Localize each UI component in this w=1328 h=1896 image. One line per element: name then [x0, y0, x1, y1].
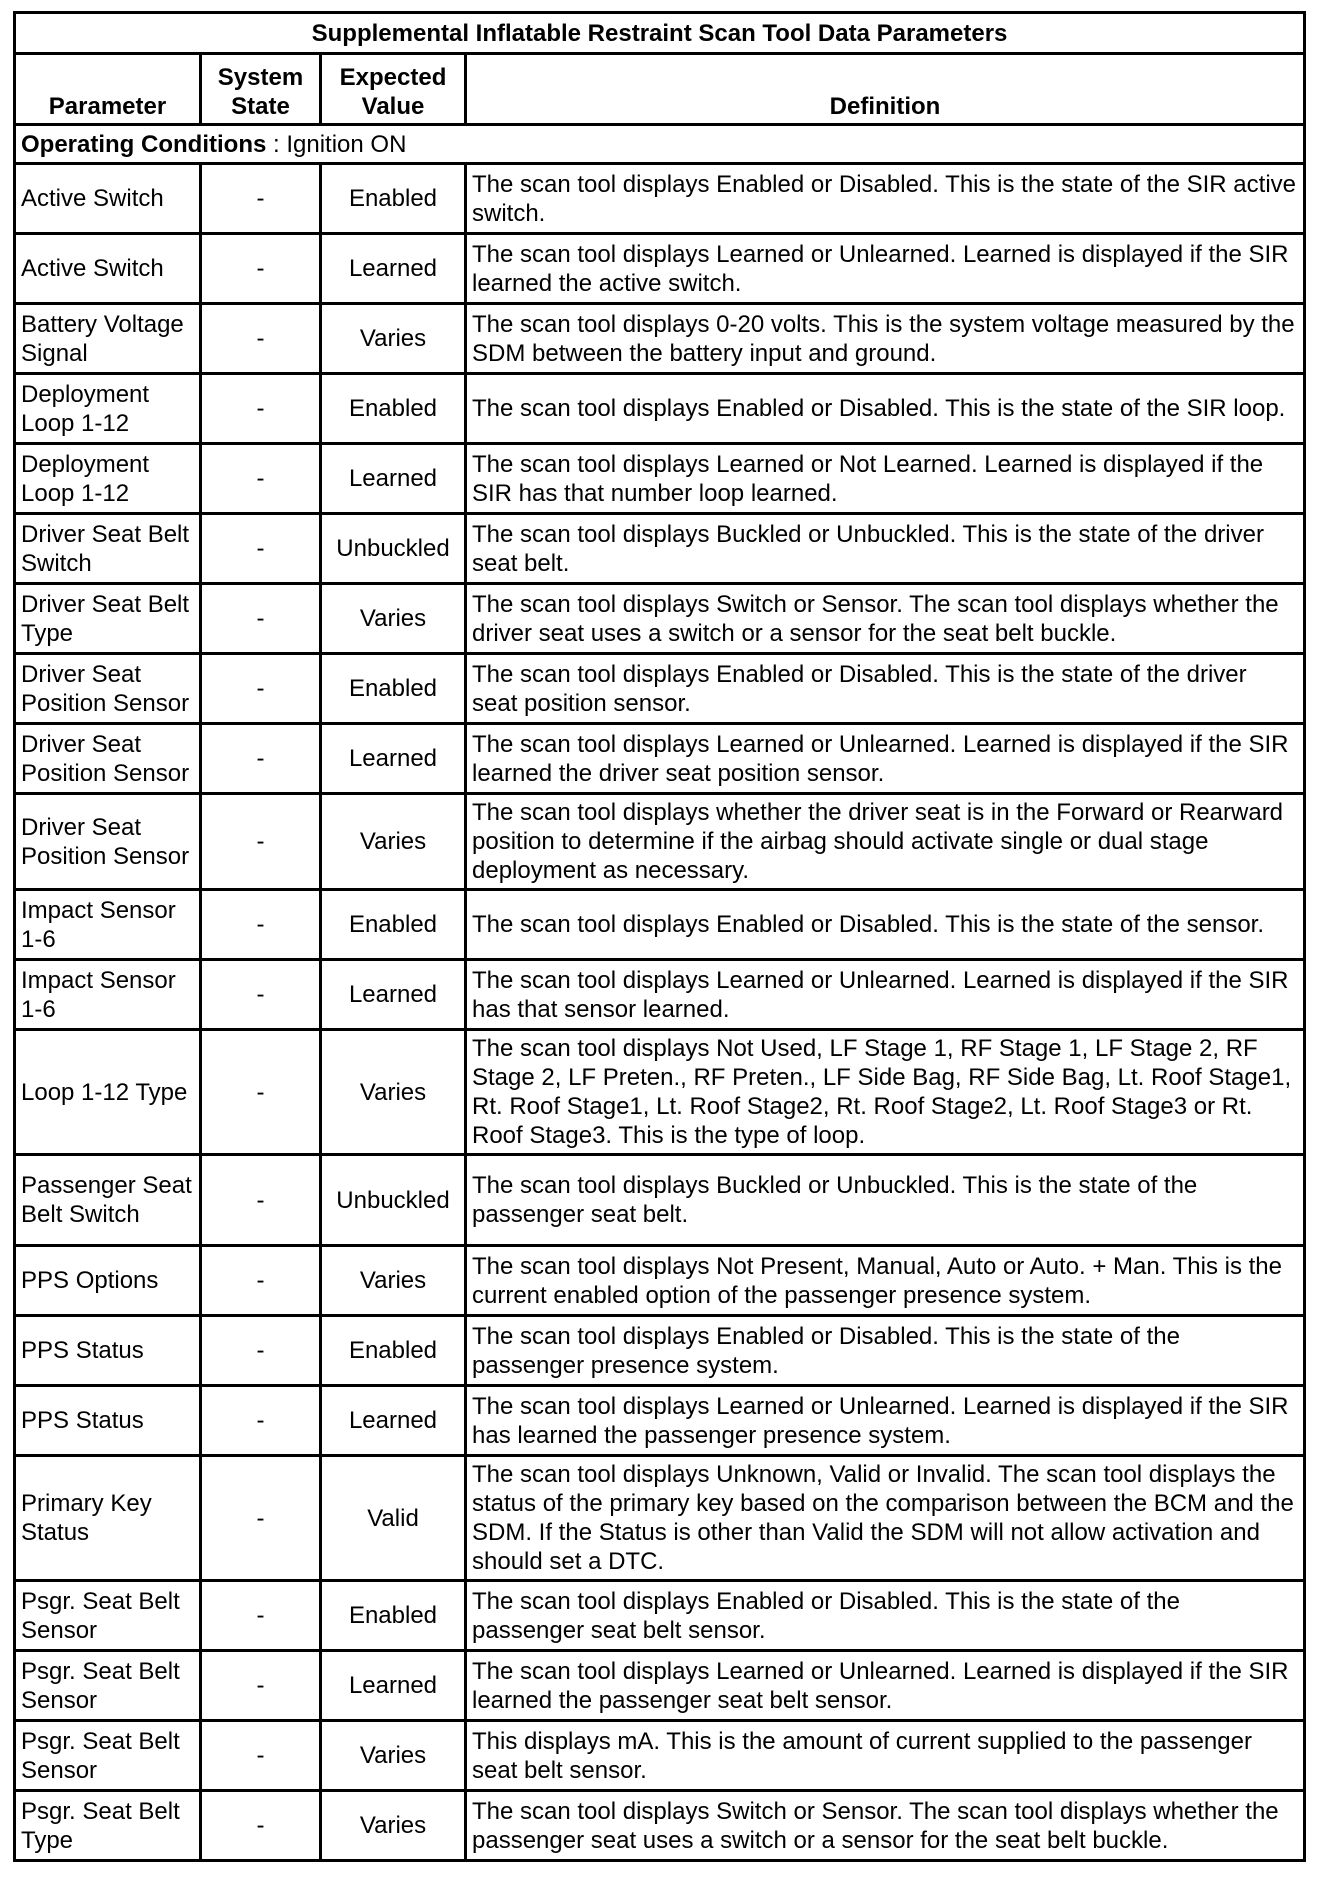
- parameter-cell: Deployment Loop 1-12: [15, 374, 201, 444]
- table-row: [15, 960, 1305, 1030]
- table-row: [15, 514, 1305, 584]
- definition-cell: The scan tool displays Enabled or Disabled. This is the state of the passenger seat belt sensor.: [466, 1581, 1305, 1651]
- definition-cell: The scan tool displays Enabled or Disabled. This is the state of the SIR loop.: [466, 374, 1305, 444]
- definition-cell: The scan tool displays Switch or Sensor. The scan tool displays whether the driver seat uses a switch or a sensor for the seat belt buckle.: [466, 584, 1305, 654]
- expected-value-cell: Learned: [321, 960, 466, 1030]
- system-state-cell: -: [201, 234, 321, 304]
- definition-cell: The scan tool displays Buckled or Unbuckled. This is the state of the passenger seat belt.: [466, 1155, 1305, 1246]
- definition-cell: The scan tool displays Enabled or Disabled. This is the state of the passenger presence system.: [466, 1316, 1305, 1386]
- table-row: [15, 1155, 1305, 1246]
- table-row: [15, 1651, 1305, 1721]
- expected-value-cell: Varies: [321, 1791, 466, 1861]
- table-row: [15, 724, 1305, 794]
- operating-conditions-label: Operating Conditions: [21, 130, 267, 158]
- system-state-cell: -: [201, 1651, 321, 1721]
- expected-value-cell: Learned: [321, 444, 466, 514]
- expected-value-cell: Enabled: [321, 654, 466, 724]
- table-row: [15, 304, 1305, 374]
- expected-value-cell: Varies: [321, 304, 466, 374]
- parameter-cell: Psgr. Seat Belt Sensor: [15, 1651, 201, 1721]
- table-row: [15, 1386, 1305, 1456]
- expected-value-cell: Enabled: [321, 1316, 466, 1386]
- system-state-cell: -: [201, 1246, 321, 1316]
- parameter-cell: Driver Seat Belt Type: [15, 584, 201, 654]
- system-state-cell: -: [201, 654, 321, 724]
- header-system-state: System State: [201, 54, 321, 125]
- parameter-cell: Psgr. Seat Belt Type: [15, 1791, 201, 1861]
- system-state-cell: -: [201, 1155, 321, 1246]
- system-state-cell: -: [201, 890, 321, 960]
- table-row: [15, 374, 1305, 444]
- parameter-cell: Driver Seat Position Sensor: [15, 654, 201, 724]
- definition-cell: The scan tool displays Learned or Unlearned. Learned is displayed if the SIR learned the passenger seat belt sensor.: [466, 1651, 1305, 1721]
- definition-cell: The scan tool displays Buckled or Unbuckled. This is the state of the driver seat belt.: [466, 514, 1305, 584]
- expected-value-cell: Learned: [321, 1651, 466, 1721]
- system-state-cell: -: [201, 304, 321, 374]
- definition-cell: The scan tool displays Learned or Unlearned. Learned is displayed if the SIR has learned the passenger presence system.: [466, 1386, 1305, 1456]
- table-row: [15, 1791, 1305, 1861]
- definition-cell: The scan tool displays Enabled or Disabled. This is the state of the driver seat position sensor.: [466, 654, 1305, 724]
- system-state-cell: -: [201, 1030, 321, 1155]
- parameter-cell: PPS Status: [15, 1386, 201, 1456]
- table-row: [15, 234, 1305, 304]
- system-state-cell: -: [201, 1456, 321, 1581]
- table-row: [15, 444, 1305, 514]
- system-state-cell: -: [201, 514, 321, 584]
- system-state-cell: -: [201, 1721, 321, 1791]
- table-row: [15, 654, 1305, 724]
- table-title: Supplemental Inflatable Restraint Scan Tool Data Parameters: [15, 13, 1305, 54]
- parameter-cell: Loop 1-12 Type: [15, 1030, 201, 1155]
- system-state-cell: -: [201, 444, 321, 514]
- expected-value-cell: Varies: [321, 1721, 466, 1791]
- parameter-cell: Psgr. Seat Belt Sensor: [15, 1721, 201, 1791]
- scan-tool-data-sheet: [13, 11, 1303, 1862]
- expected-value-cell: Learned: [321, 234, 466, 304]
- system-state-cell: -: [201, 794, 321, 890]
- table-row: [15, 1721, 1305, 1791]
- definition-cell: The scan tool displays Learned or Not Learned. Learned is displayed if the SIR has that number loop learned.: [466, 444, 1305, 514]
- expected-value-cell: Learned: [321, 1386, 466, 1456]
- definition-cell: This displays mA. This is the amount of current supplied to the passenger seat belt sensor.: [466, 1721, 1305, 1791]
- operating-conditions: [15, 125, 1305, 164]
- definition-cell: The scan tool displays Learned or Unlearned. Learned is displayed if the SIR has that sensor learned.: [466, 960, 1305, 1030]
- parameter-cell: Passenger Seat Belt Switch: [15, 1155, 201, 1246]
- table-row: [15, 164, 1305, 234]
- definition-cell: The scan tool displays Enabled or Disabled. This is the state of the SIR active switch.: [466, 164, 1305, 234]
- definition-cell: The scan tool displays Unknown, Valid or Invalid. The scan tool displays the status of the primary key based on the comparison between the BCM and the SDM. If the Status is other than Valid the SDM will not allow activation and should set a DTC.: [466, 1456, 1305, 1581]
- definition-cell: The scan tool displays Learned or Unlearned. Learned is displayed if the SIR learned the driver seat position sensor.: [466, 724, 1305, 794]
- system-state-cell: -: [201, 1791, 321, 1861]
- definition-cell: The scan tool displays Switch or Sensor. The scan tool displays whether the passenger seat uses a switch or a sensor for the seat belt buckle.: [466, 1791, 1305, 1861]
- parameter-cell: Impact Sensor 1-6: [15, 890, 201, 960]
- parameter-cell: Driver Seat Position Sensor: [15, 724, 201, 794]
- table-row: [15, 1246, 1305, 1316]
- definition-cell: The scan tool displays Not Used, LF Stage 1, RF Stage 1, LF Stage 2, RF Stage 2, LF Preten., RF Preten., LF Side Bag, RF Side Bag, Lt. Roof Stage1, Rt. Roof Stage1, Lt. Roof Stage2, Rt. Roof Stage2, Lt. Roof Stage3 or Rt. Roof Stage3. This is the type of loop.: [466, 1030, 1305, 1155]
- parameter-cell: Driver Seat Belt Switch: [15, 514, 201, 584]
- system-state-cell: -: [201, 1386, 321, 1456]
- definition-cell: The scan tool displays whether the driver seat is in the Forward or Rearward position to determine if the airbag should activate single or dual stage deployment as necessary.: [466, 794, 1305, 890]
- table-row: [15, 1030, 1305, 1155]
- system-state-cell: -: [201, 1316, 321, 1386]
- table-row: [15, 1316, 1305, 1386]
- expected-value-cell: Unbuckled: [321, 514, 466, 584]
- system-state-cell: -: [201, 374, 321, 444]
- parameter-cell: PPS Status: [15, 1316, 201, 1386]
- parameters-table: [13, 11, 1306, 1862]
- system-state-cell: -: [201, 960, 321, 1030]
- expected-value-cell: Enabled: [321, 374, 466, 444]
- definition-cell: The scan tool displays 0-20 volts. This is the system voltage measured by the SDM between the battery input and ground.: [466, 304, 1305, 374]
- header-parameter: Parameter: [15, 54, 201, 125]
- expected-value-cell: Unbuckled: [321, 1155, 466, 1246]
- system-state-cell: -: [201, 584, 321, 654]
- operating-conditions-separator: :: [266, 130, 287, 158]
- expected-value-cell: Varies: [321, 1246, 466, 1316]
- header-definition: Definition: [466, 54, 1305, 125]
- parameter-cell: Primary Key Status: [15, 1456, 201, 1581]
- parameter-cell: PPS Options: [15, 1246, 201, 1316]
- expected-value-cell: Learned: [321, 724, 466, 794]
- expected-value-cell: Enabled: [321, 1581, 466, 1651]
- expected-value-cell: Valid: [321, 1456, 466, 1581]
- expected-value-cell: Varies: [321, 794, 466, 890]
- parameter-cell: Impact Sensor 1-6: [15, 960, 201, 1030]
- parameter-cell: Psgr. Seat Belt Sensor: [15, 1581, 201, 1651]
- parameter-cell: Battery Voltage Signal: [15, 304, 201, 374]
- header-expected-value: Expected Value: [321, 54, 466, 125]
- table-row: [15, 584, 1305, 654]
- expected-value-cell: Enabled: [321, 164, 466, 234]
- table-row: [15, 890, 1305, 960]
- definition-cell: The scan tool displays Enabled or Disabled. This is the state of the sensor.: [466, 890, 1305, 960]
- parameter-cell: Active Switch: [15, 164, 201, 234]
- parameter-cell: Driver Seat Position Sensor: [15, 794, 201, 890]
- table-row: [15, 1581, 1305, 1651]
- system-state-cell: -: [201, 1581, 321, 1651]
- table-row: [15, 794, 1305, 890]
- table-row: [15, 1456, 1305, 1581]
- parameter-cell: Active Switch: [15, 234, 201, 304]
- system-state-cell: -: [201, 724, 321, 794]
- expected-value-cell: Enabled: [321, 890, 466, 960]
- definition-cell: The scan tool displays Learned or Unlearned. Learned is displayed if the SIR learned the active switch.: [466, 234, 1305, 304]
- parameter-cell: Deployment Loop 1-12: [15, 444, 201, 514]
- definition-cell: The scan tool displays Not Present, Manual, Auto or Auto. + Man. This is the current enabled option of the passenger presence system.: [466, 1246, 1305, 1316]
- expected-value-cell: Varies: [321, 1030, 466, 1155]
- system-state-cell: -: [201, 164, 321, 234]
- expected-value-cell: Varies: [321, 584, 466, 654]
- operating-conditions-value: Ignition ON: [286, 130, 407, 158]
